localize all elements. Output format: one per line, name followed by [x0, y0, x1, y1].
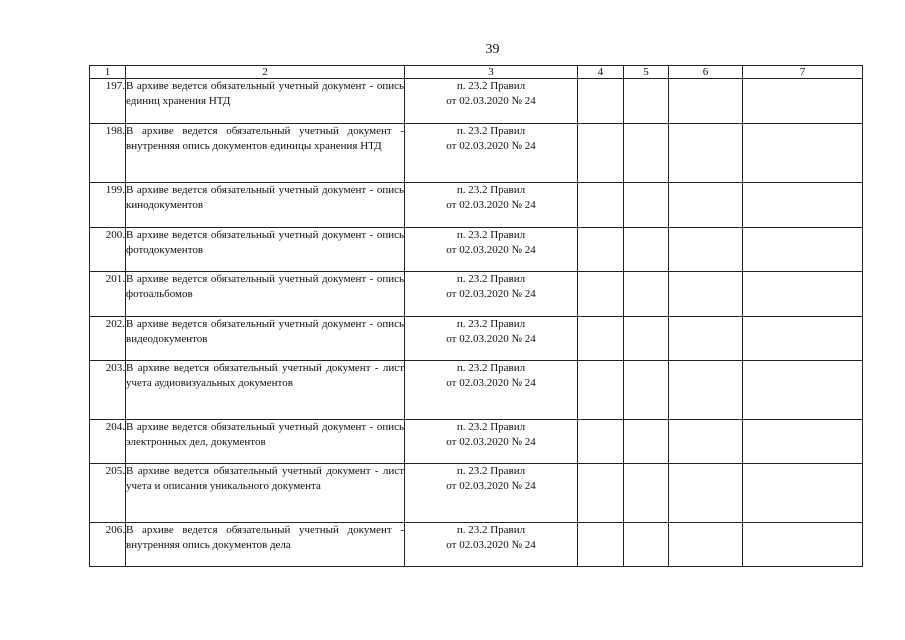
requirement-text: В архиве ведется обязательный учетный документ - внутренняя опись документов единицы хранения НТД — [126, 124, 405, 183]
cell-col7 — [743, 317, 863, 361]
cell-col5 — [624, 228, 669, 272]
cell-col6 — [669, 183, 743, 228]
requirement-text: В архиве ведется обязательный учетный документ - опись фотоальбомов — [126, 272, 405, 317]
table-row — [90, 228, 863, 272]
table-row — [90, 272, 863, 317]
cell-col4 — [578, 124, 624, 183]
cell-col5 — [624, 183, 669, 228]
cell-col7 — [743, 124, 863, 183]
cell-col6 — [669, 317, 743, 361]
cell-col6 — [669, 464, 743, 523]
requirement-text: В архиве ведется обязательный учетный документ - опись единиц хранения НТД — [126, 79, 405, 124]
cell-col4 — [578, 79, 624, 124]
cell-col4 — [578, 523, 624, 567]
reference-line: п. 23.2 Правил — [456, 184, 526, 196]
legal-reference — [405, 361, 578, 420]
cell-col6 — [669, 228, 743, 272]
cell-col5 — [624, 317, 669, 361]
reference-line: п. 23.2 Правил — [456, 421, 526, 433]
table-body — [90, 79, 863, 567]
legal-reference — [405, 464, 578, 523]
legal-reference — [405, 124, 578, 183]
column-header-7: 7 — [743, 66, 863, 79]
table-row — [90, 361, 863, 420]
column-header-5: 5 — [624, 66, 669, 79]
cell-col4 — [578, 464, 624, 523]
reference-line: п. 23.2 Правил — [456, 465, 526, 477]
header-row — [90, 66, 863, 79]
requirement-text: В архиве ведется обязательный учетный документ - опись кинодокументов — [126, 183, 405, 228]
reference-date: от 02.03.2020 № 24 — [446, 95, 536, 107]
checklist-table — [89, 65, 863, 567]
cell-col7 — [743, 464, 863, 523]
legal-reference — [405, 272, 578, 317]
requirement-text: В архиве ведется обязательный учетный документ - опись электронных дел, документов — [126, 420, 405, 464]
cell-col6 — [669, 124, 743, 183]
row-number: 206. — [90, 523, 126, 567]
cell-col7 — [743, 228, 863, 272]
row-number: 200. — [90, 228, 126, 272]
reference-line: п. 23.2 Правил — [456, 125, 526, 137]
page-number: 39 — [485, 42, 500, 57]
cell-col4 — [578, 228, 624, 272]
cell-col7 — [743, 420, 863, 464]
cell-col5 — [624, 124, 669, 183]
cell-col7 — [743, 361, 863, 420]
table-row — [90, 124, 863, 183]
cell-col6 — [669, 523, 743, 567]
cell-col5 — [624, 464, 669, 523]
table-row — [90, 523, 863, 567]
requirement-text: В архиве ведется обязательный учетный документ - опись видеодокументов — [126, 317, 405, 361]
cell-col6 — [669, 79, 743, 124]
cell-col4 — [578, 361, 624, 420]
reference-date: от 02.03.2020 № 24 — [446, 333, 536, 345]
requirement-text: В архиве ведется обязательный учетный документ - лист учета и описания уникального документа — [126, 464, 405, 523]
reference-line: п. 23.2 Правил — [456, 80, 526, 92]
reference-date: от 02.03.2020 № 24 — [446, 199, 536, 211]
reference-date: от 02.03.2020 № 24 — [446, 288, 536, 300]
legal-reference — [405, 317, 578, 361]
reference-line: п. 23.2 Правил — [456, 229, 526, 241]
table-row — [90, 420, 863, 464]
cell-col5 — [624, 361, 669, 420]
cell-col7 — [743, 523, 863, 567]
cell-col4 — [578, 317, 624, 361]
reference-date: от 02.03.2020 № 24 — [446, 539, 536, 551]
cell-col5 — [624, 79, 669, 124]
reference-line: п. 23.2 Правил — [456, 318, 526, 330]
reference-date: от 02.03.2020 № 24 — [446, 140, 536, 152]
row-number: 198. — [90, 124, 126, 183]
column-header-3: 3 — [405, 66, 578, 79]
column-header-1: 1 — [90, 66, 126, 79]
legal-reference — [405, 79, 578, 124]
cell-col7 — [743, 272, 863, 317]
legal-reference — [405, 523, 578, 567]
requirement-text: В архиве ведется обязательный учетный документ - опись фотодокументов — [126, 228, 405, 272]
requirement-text: В архиве ведется обязательный учетный документ - лист учета аудиовизуальных документов — [126, 361, 405, 420]
row-number: 204. — [90, 420, 126, 464]
row-number: 201. — [90, 272, 126, 317]
row-number: 202. — [90, 317, 126, 361]
row-number: 205. — [90, 464, 126, 523]
cell-col4 — [578, 272, 624, 317]
column-header-4: 4 — [578, 66, 624, 79]
table-header — [90, 66, 863, 79]
legal-reference — [405, 228, 578, 272]
row-number: 203. — [90, 361, 126, 420]
row-number: 199. — [90, 183, 126, 228]
cell-col7 — [743, 183, 863, 228]
reference-line: п. 23.2 Правил — [456, 524, 526, 536]
row-number: 197. — [90, 79, 126, 124]
legal-reference — [405, 420, 578, 464]
reference-line: п. 23.2 Правил — [456, 362, 526, 374]
table-row — [90, 79, 863, 124]
column-header-6: 6 — [669, 66, 743, 79]
reference-date: от 02.03.2020 № 24 — [446, 480, 536, 492]
reference-date: от 02.03.2020 № 24 — [446, 436, 536, 448]
reference-line: п. 23.2 Правил — [456, 273, 526, 285]
reference-date: от 02.03.2020 № 24 — [446, 377, 536, 389]
column-header-2: 2 — [126, 66, 405, 79]
table-row — [90, 464, 863, 523]
cell-col6 — [669, 361, 743, 420]
legal-reference — [405, 183, 578, 228]
requirement-text: В архиве ведется обязательный учетный документ - внутренняя опись документов дела — [126, 523, 405, 567]
table-row — [90, 183, 863, 228]
cell-col5 — [624, 272, 669, 317]
reference-date: от 02.03.2020 № 24 — [446, 244, 536, 256]
cell-col7 — [743, 79, 863, 124]
cell-col6 — [669, 420, 743, 464]
cell-col5 — [624, 523, 669, 567]
cell-col6 — [669, 272, 743, 317]
table-row — [90, 317, 863, 361]
cell-col5 — [624, 420, 669, 464]
cell-col4 — [578, 183, 624, 228]
cell-col4 — [578, 420, 624, 464]
